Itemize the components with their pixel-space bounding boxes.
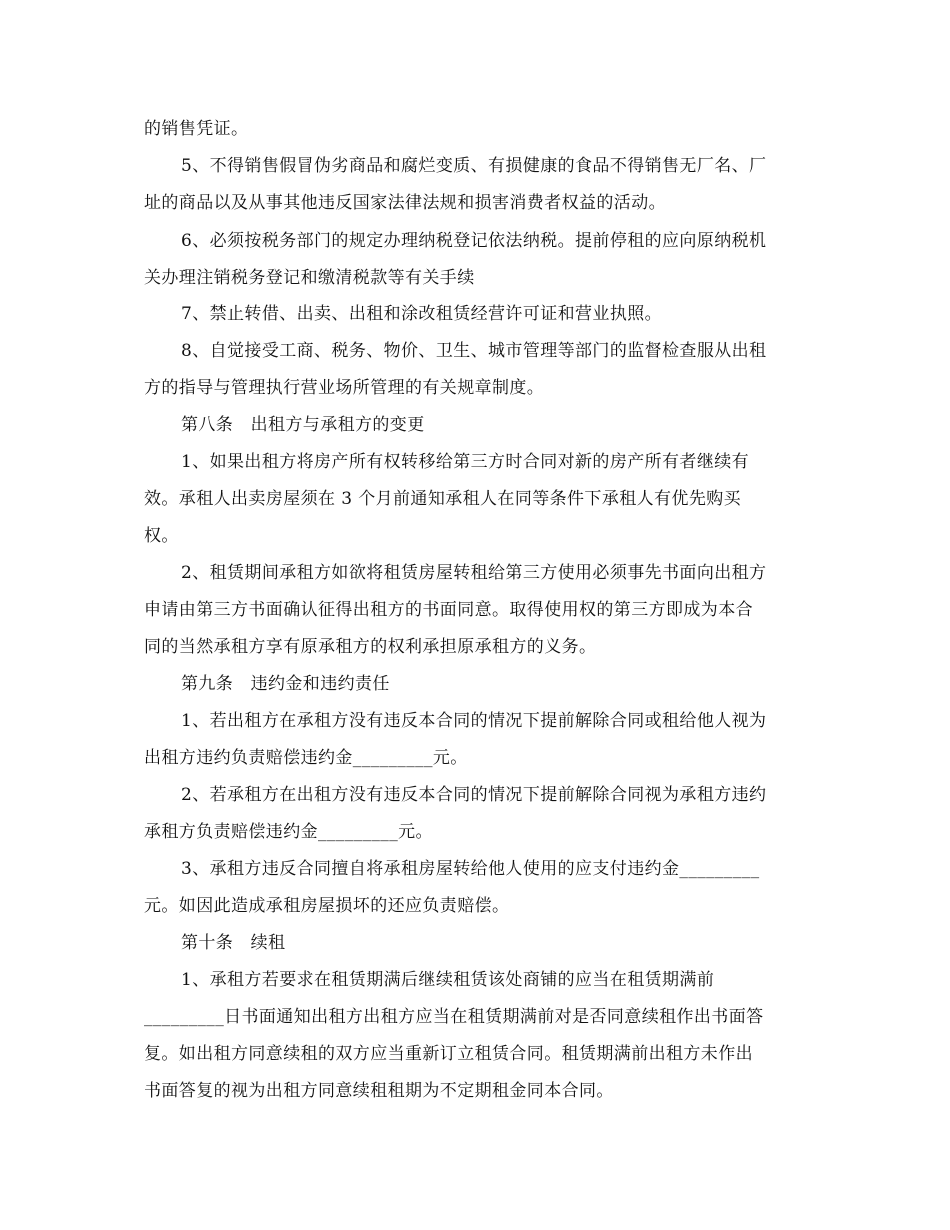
text-line: 权。 [144, 526, 179, 546]
text-line: 申请由第三方书面确认征得出租方的书面同意。取得使用权的第三方即成为本合 [144, 600, 753, 620]
text-line: 承租方负责赔偿违约金_________元。 [144, 822, 433, 842]
text-line: 关办理注销税务登记和缴清税款等有关手续 [144, 268, 475, 288]
clause-7: 7、禁止转借、出卖、出租和涂改租赁经营许可证和营业执照。 [181, 304, 663, 324]
article-8-clause-1: 1、如果出租方将房产所有权转移给第三方时合同对新的房产所有者继续有 [181, 452, 750, 472]
clause-5: 5、不得销售假冒伪劣商品和腐烂变质、有损健康的食品不得销售无厂名、厂 [181, 156, 767, 176]
text-line: 效。承租人出卖房屋须在 3 个月前通知承租人在同等条件下承租人有优先购买 [144, 489, 742, 509]
clause-6: 6、必须按税务部门的规定办理纳税登记依法纳税。提前停租的应向原纳税机 [181, 231, 767, 251]
article-10-clause-1: 1、承租方若要求在租赁期满后继续租赁该处商铺的应当在租赁期满前 [181, 970, 715, 990]
article-9-clause-1: 1、若出租方在承租方没有违反本合同的情况下提前解除合同或租给他人视为 [181, 711, 767, 731]
text-line: 址的商品以及从事其他违反国家法律法规和损害消费者权益的活动。 [144, 193, 666, 213]
text-line: 元。如因此造成承租房屋损坏的还应负责赔偿。 [144, 896, 510, 916]
text-line: 同的当然承租方享有原承租方的权利承担原承租方的义务。 [144, 637, 597, 657]
text-line: 复。如出租方同意续租的双方应当重新订立租赁合同。租赁期满前出租方未作出 [144, 1044, 753, 1064]
article-9-heading: 第九条 违约金和违约责任 [181, 674, 390, 694]
article-10-heading: 第十条 续租 [181, 933, 286, 953]
text-line: 出租方违约负责赔偿违约金_________元。 [144, 748, 468, 768]
article-8-heading: 第八条 出租方与承租方的变更 [181, 415, 425, 435]
clause-8: 8、自觉接受工商、税务、物价、卫生、城市管理等部门的监督检查服从出租 [181, 341, 767, 361]
article-9-clause-2: 2、若承租方在出租方没有违反本合同的情况下提前解除合同视为承租方违约 [181, 785, 767, 805]
text-line: _________日书面通知出租方出租方应当在租赁期满前对是否同意续租作出书面答 [144, 1007, 764, 1027]
text-line: 书面答复的视为出租方同意续租租期为不定期租金同本合同。 [144, 1081, 614, 1101]
article-8-clause-2: 2、租赁期间承租方如欲将租赁房屋转租给第三方使用必须事先书面向出租方 [181, 563, 767, 583]
article-9-clause-3: 3、承租方违反合同擅自将承租房屋转给他人使用的应支付违约金_________ [181, 859, 760, 879]
text-line: 的销售凭证。 [144, 119, 249, 139]
text-line: 方的指导与管理执行营业场所管理的有关规章制度。 [144, 378, 545, 398]
